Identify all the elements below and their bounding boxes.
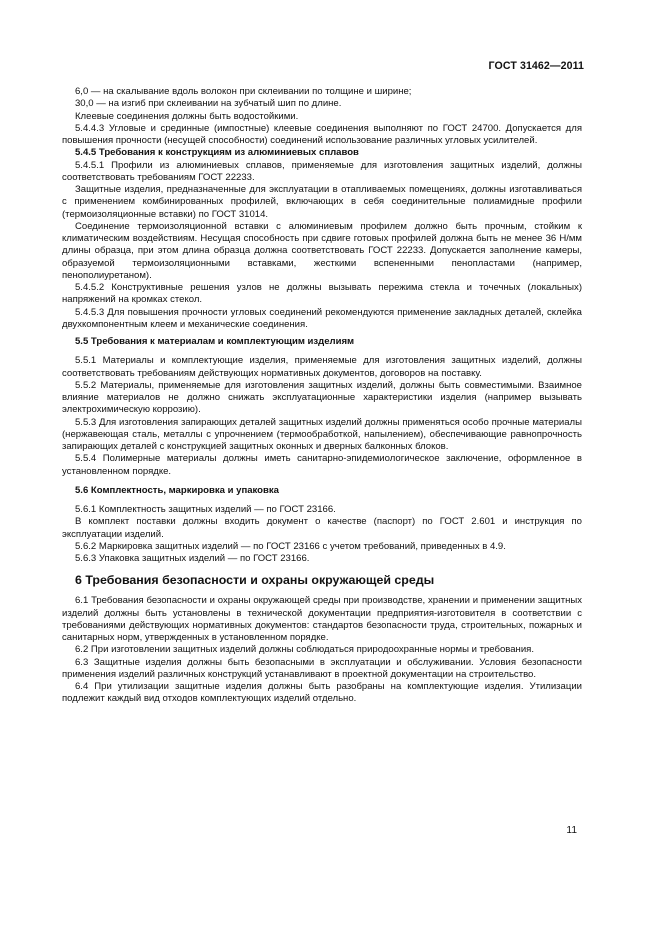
paragraph: 5.5.1 Материалы и комплектующие изделия, применяемые для изготовления защитных изделий, должны соответствовать требованиям действующих нормативных документов, договоров на поставку.	[62, 355, 582, 379]
paragraph: 5.5.2 Материалы, применяемые для изготовления защитных изделий, должны быть совместимыми. Взаимное влияние материалов не должно снижать эксплуатационные характеристики изделия (например вызывать электрохимическую коррозию).	[62, 379, 582, 416]
paragraph: 6.2 При изготовлении защитных изделий должны соблюдаться природоохранные нормы и требования.	[75, 644, 534, 656]
subsection-heading-5-5: 5.5 Требования к материалам и комплектующим изделиям	[75, 336, 355, 347]
paragraph: 5.5.4 Полимерные материалы должны иметь санитарно-эпидемиологическое заключение, оформленное в установленном порядке.	[62, 453, 582, 477]
subsection-heading-5-4-5: 5.4.5 Требования к конструкциям из алюминиевых сплавов	[75, 147, 359, 159]
paragraph: 5.4.5.3 Для повышения прочности угловых соединений рекомендуются применение закладных деталей, склейка двухкомпонентным клеем и механические соединения.	[62, 306, 582, 330]
section-heading-6: 6 Требования безопасности и охраны окружающей среды	[75, 573, 435, 588]
page-content	[62, 86, 582, 706]
paragraph: 5.6.2 Маркировка защитных изделий — по ГОСТ 23166 с учетом требований, приведенных в 4.9.	[75, 540, 506, 552]
paragraph: 5.4.5.1 Профили из алюминиевых сплавов, применяемые для изготовления защитных изделий, должны соответствовать требованиям ГОСТ 22233.	[62, 159, 582, 183]
paragraph: 5.4.5.2 Конструктивные решения узлов не должны вызывать пережима стекла и точечных (локальных) напряжений на кромках стекол.	[62, 282, 582, 306]
document-id-header: ГОСТ 31462—2011	[488, 60, 584, 72]
paragraph: 6.1 Требования безопасности и охраны окружающей среды при производстве, хранении и применении защитных изделий должны быть установлены в технической документации предприятия-изготовителя в соответствии с требованиями действующих нормативных документов: стандартов безопасности труда, строительных, пожарных и санитарных норм, утвержденных в установленном порядке.	[62, 595, 582, 643]
paragraph: 5.6.1 Комплектность защитных изделий — по ГОСТ 23166.	[75, 504, 336, 515]
paragraph: 6.3 Защитные изделия должны быть безопасными в эксплуатации и обслуживании. Условия безопасности применения изделий различных конструкций устанавливают в проектной документации на строительство.	[62, 656, 582, 680]
page-number: 11	[566, 825, 577, 836]
paragraph: В комплект поставки должны входить документ о качестве (паспорт) по ГОСТ 2.601 и инструкция по эксплуатации изделий.	[62, 516, 582, 540]
paragraph: 30,0 — на изгиб при склеивании на зубчатый шип по длине.	[75, 98, 342, 110]
subsection-heading-5-6: 5.6 Комплектность, маркировка и упаковка	[75, 484, 279, 496]
paragraph: 5.4.4.3 Угловые и срединные (импостные) клеевые соединения выполняют по ГОСТ 24700. Допускается для повышения прочности (несущей способности) соединений использование различных угловых усилителей.	[62, 122, 582, 146]
paragraph: 5.5.3 Для изготовления запирающих деталей защитных изделий должны применяться особо прочные материалы (нержавеющая сталь, металлы с упрочнением (термообработкой, напылением), обеспечивающие равнопрочность запирающих деталей с конструкцией защитных оконных и дверных балконных блоков.	[62, 416, 582, 452]
paragraph: 6,0 — на скалывание вдоль волокон при склеивании по толщине и ширине;	[75, 86, 412, 97]
paragraph: Защитные изделия, предназначенные для эксплуатации в отапливаемых помещениях, должны изготавливаться с применением комбинированных профилей, включающих в себя соединительные полиамидные профили (термоизоляционные вставки) по ГОСТ 31014.	[62, 184, 582, 220]
paragraph: 6.4 При утилизации защитные изделия должны быть разобраны на комплектующие изделия. Утилизации подлежит каждый вид отходов комплектующих изделий отдельно.	[62, 681, 582, 705]
paragraph: Соединение термоизоляционной вставки с алюминиевым профилем должно быть прочным, стойким к климатическим воздействиям. Несущая способность при сдвиге готовых профилей должна быть не менее 36 Н/мм длины образца, при этом длина образца должна соответствовать ГОСТ 22233. Допускается заполнение камеры, образуемой термоизоляционными вставками, жесткими вспененными пенопластами (например, пенополиуретаном).	[62, 220, 582, 281]
paragraph: Клеевые соединения должны быть водостойкими.	[75, 110, 299, 122]
paragraph: 5.6.3 Упаковка защитных изделий — по ГОСТ 23166.	[75, 553, 310, 564]
